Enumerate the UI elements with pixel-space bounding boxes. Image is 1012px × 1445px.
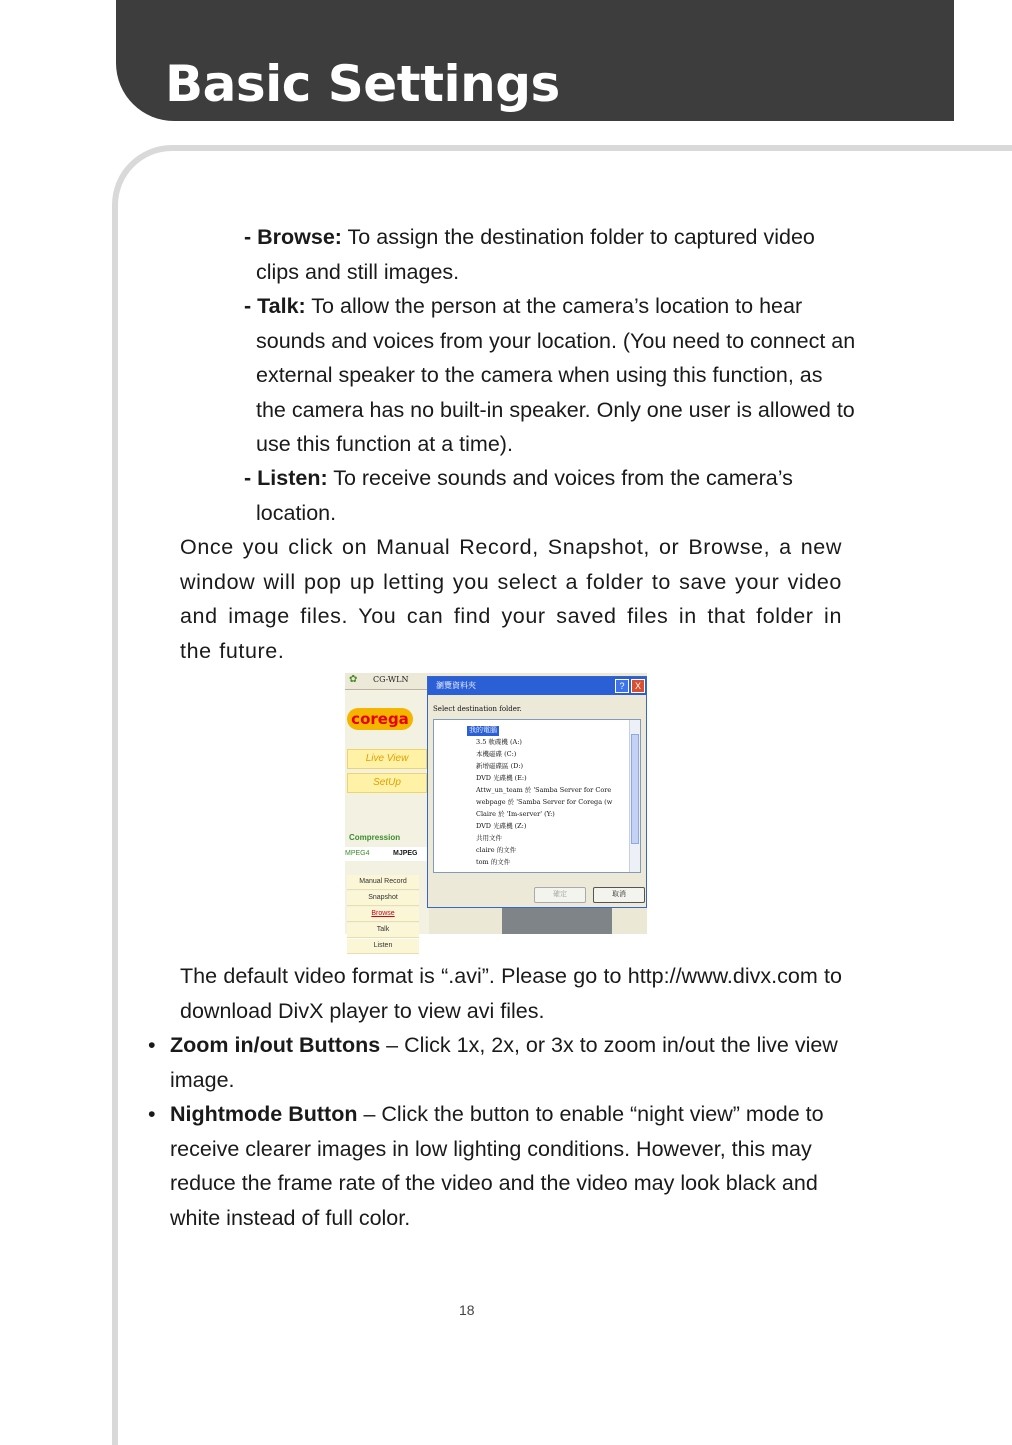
talk-button[interactable]: Talk [347, 923, 419, 938]
bullet-dot: • [148, 1033, 156, 1057]
tree-item[interactable]: 新增磁碟區 (D:) [476, 762, 524, 770]
browse-item [244, 220, 856, 289]
night-text: – Click the button to enable “night view” mode to receive clearer images in low lighting conditions. However, this may reduce the frame rate of the video and the video may look black and white instead of full color. [170, 1102, 824, 1230]
avi-paragraph: The default video format is “.avi”. Please go to http://www.divx.com to download DivX player to view avi files. [180, 964, 842, 1023]
tree-item[interactable]: DVD 光碟機 (Z:) [476, 822, 527, 830]
help-icon[interactable]: ? [615, 679, 629, 693]
page-number: 18 [459, 1302, 475, 1318]
tree-root[interactable]: 我的電腦 [469, 727, 497, 734]
tree-item[interactable]: Claire 於 'Im-server' (Y:) [476, 810, 555, 818]
codec-mpeg4[interactable]: MPEG4 [345, 850, 370, 857]
listen-term: - Listen: [244, 466, 328, 490]
codec-mjpeg[interactable]: MJPEG [393, 850, 418, 857]
browse-folder-dialog [427, 676, 647, 908]
codec-row [345, 847, 429, 861]
setup-button[interactable]: SetUp [347, 773, 427, 793]
zoom-term: Zoom in/out Buttons [170, 1033, 381, 1057]
talk-term: - Talk: [244, 294, 306, 318]
browser-tab: CG-WLN [373, 675, 409, 684]
tree-item[interactable]: Attw_un_team 於 'Samba Server for Core [476, 786, 612, 794]
bullet-dot: • [148, 1102, 156, 1126]
browse-text: To assign the destination folder to captured video clips and still images. [256, 225, 815, 284]
cancel-button[interactable]: 取消 [593, 887, 645, 903]
tree-item[interactable]: tom 的文件 [476, 858, 511, 866]
tree-item[interactable]: 共用文件 [476, 834, 502, 842]
live-view-button[interactable]: Live View [347, 749, 427, 769]
dialog-titlebar [428, 677, 646, 695]
dialog-label: Select destination folder. [433, 705, 522, 713]
listen-item [244, 461, 856, 530]
popup-paragraph: Once you click on Manual Record, Snapshot, or Browse, a new window will pop up letting you select a folder to save your video and image files. You can find your saved files in that folder in the future. [180, 535, 842, 663]
night-bullet [148, 1097, 870, 1235]
favorites-icon: ✿ [349, 674, 358, 685]
compression-label: Compression [349, 833, 401, 842]
zoom-bullet [148, 1028, 870, 1097]
snapshot-button[interactable]: Snapshot [347, 891, 419, 906]
talk-item [244, 289, 856, 462]
close-icon[interactable]: X [631, 679, 645, 693]
ok-button[interactable]: 確定 [534, 887, 586, 903]
tree-item[interactable]: 本機磁碟 (C:) [476, 750, 517, 758]
browse-button[interactable]: Browse [347, 907, 419, 922]
listen-button[interactable]: Listen [347, 939, 419, 954]
page-title: Basic Settings [165, 55, 560, 113]
scroll-thumb[interactable] [631, 734, 639, 844]
tree-item[interactable]: 3.5 軟碟機 (A:) [476, 738, 522, 746]
listen-text: To receive sounds and voices from the camera’s location. [256, 466, 793, 525]
talk-text: To allow the person at the camera’s location to hear sounds and voices from your location. (You need to connect an external speaker to the camera when using this function, as the camera has no built-in speaker. Only one user is allowed to use this function at a time). [256, 294, 856, 456]
night-term: Nightmode Button [170, 1102, 358, 1126]
tree-item[interactable]: claire 的文件 [476, 846, 517, 854]
zoom-text: – Click 1x, 2x, or 3x to zoom in/out the live view image. [170, 1033, 838, 1092]
corega-logo: corega [347, 708, 413, 730]
dialog-title: 瀏覽資料夾 [436, 681, 476, 690]
manual-record-button[interactable]: Manual Record [347, 875, 419, 890]
tree-item[interactable]: webpage 於 'Samba Server for Corega (w [476, 798, 613, 806]
camera-sidebar [345, 690, 429, 949]
browse-term: - Browse: [244, 225, 342, 249]
tree-scrollbar[interactable] [629, 720, 640, 872]
folder-tree[interactable] [433, 719, 641, 873]
tree-item[interactable]: DVD 光碟機 (E:) [476, 774, 527, 782]
browse-dialog-screenshot [345, 673, 647, 949]
